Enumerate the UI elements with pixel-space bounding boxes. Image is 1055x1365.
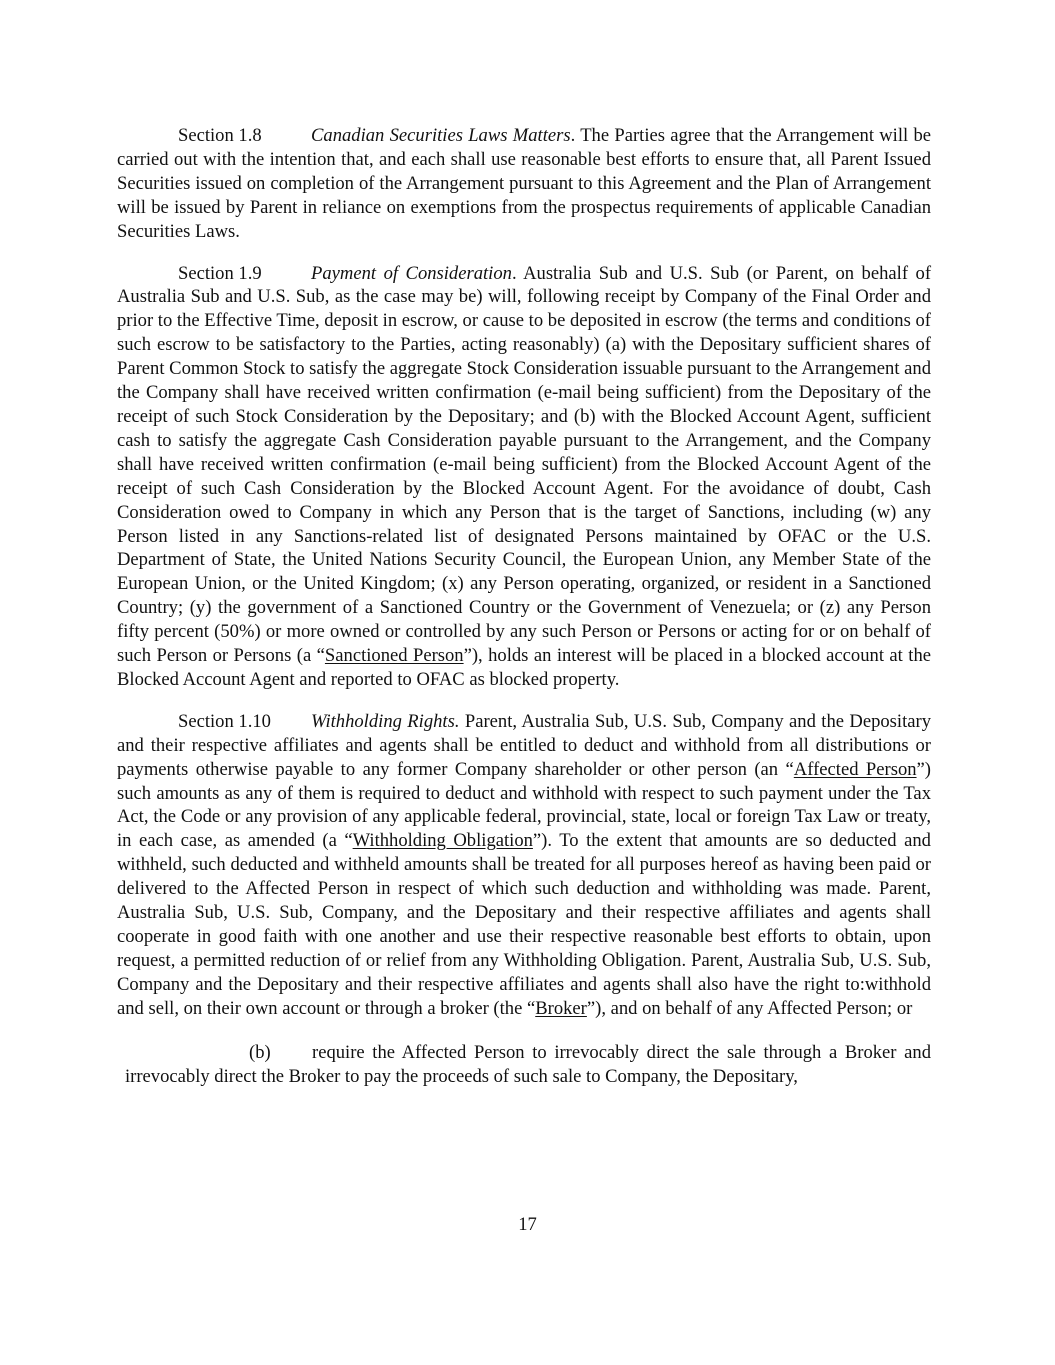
section-body: The Parties agree that the Arrangement will be carried out with the intention that, and each shall use reasonable best efforts to ensure that, all Parent Issued Securities issued on completion of the Arrangement pursuant to this Agreement and the Plan of Arrangement will be issued by Parent in reliance on exemptions from the prospectus requirements of applicable Canadian Securities Laws. (117, 125, 932, 242)
section-number: Section 1.10 (178, 710, 271, 732)
section-body-continued: ”) such amounts as any of them is required to deduct and withhold with respect to such payment under the Tax Act, the Code or any provision of any applicable federal, provincial, state, local or foreign Tax Law or treaty, in each case, as amended (a “ (117, 758, 931, 852)
subclause-b (125, 1041, 931, 1089)
section-body-continued: ”), holds an interest will be placed in a blocked account at the Blocked Account Agent and reported to OFAC as blocked property. (117, 645, 931, 690)
section-title: Payment of Consideration (311, 262, 512, 284)
section-title-punct: . (570, 125, 576, 146)
section-number: Section 1.9 (178, 262, 262, 284)
subclause-label: (b) (249, 1041, 271, 1063)
page-number: 17 (518, 1214, 537, 1235)
section-body-continued: ”). To the extent that amounts are so deducted and withheld, such deducted and withheld amounts shall be treated for all purposes hereof as having been paid or delivered to the Affected Person in respect of which such deduction and withholding was made. Parent, Australia Sub, U.S. Sub, Company, and the Depositary and their respective affiliates and agents shall cooperate in good faith with one another and use their respective reasonable best efforts to obtain, upon request, a permitted reduction of or relief from any Withholding Obligation. Parent, Australia Sub, U.S. Sub, Company and the Depositary and their respective affiliates and agents shall also have the right to:withhold and sell, on their own account or through a broker (the “ (117, 830, 931, 1019)
section-1-10 (117, 710, 931, 1021)
defined-term-affected-person: Affected Person (793, 758, 917, 780)
defined-term-sanctioned-person: Sanctioned Person (324, 645, 464, 667)
section-body-continued: ”), and on behalf of any Affected Person; or (586, 997, 913, 1019)
defined-term-broker: Broker (535, 997, 587, 1019)
subclause-text: require the Affected Person to irrevocably direct the sale through a Broker and irrevocably direct the Broker to pay the proceeds of such sale to Company, the Depositary, (125, 1041, 931, 1087)
section-title: Canadian Securities Laws Matters (311, 125, 571, 146)
defined-term-withholding-obligation: Withholding Obligation (352, 830, 533, 852)
section-1-9 (117, 262, 931, 692)
section-1-8 (117, 124, 931, 244)
section-title-punct: . (511, 262, 517, 284)
section-title: Withholding Rights. (311, 710, 460, 732)
document-page (117, 124, 931, 1088)
section-body: Australia Sub and U.S. Sub (or Parent, on behalf of Australia Sub and U.S. Sub, as the case may be) will, following receipt by Company of the Final Order and prior to the Effective Time, deposit in escrow, or cause to be deposited in escrow (the terms and conditions of such escrow to be satisfactory to the Parties, acting reasonably) (a) with the Depositary sufficient shares of Parent Common Stock to satisfy the aggregate Stock Consideration issuable pursuant to the Arrangement and the Company shall have received written confirmation (e-mail being sufficient) from the Depositary of the receipt of such Stock Consideration by the Depositary; and (b) with the Blocked Account Agent, sufficient cash to satisfy the aggregate Cash Consideration payable pursuant to the Arrangement, and the Company shall have received written confirmation (e-mail being sufficient) from the Blocked Account Agent of the receipt of such Cash Consideration by the Blocked Account Agent. For the avoidance of doubt, Cash Consideration owed to Company in which any Person that is the target of Sanctions, including (w) any Person listed in any Sanctions-related list of designated Persons maintained by OFAC or the U.S. Department of State, the United Nations Security Council, the European Union, any Member State of the European Union, or the United Kingdom; (x) any Person operating, organized, or resident in a Sanctioned Country; (y) the government of a Sanctioned Country or the Government of Venezuela; or (z) any Person fifty percent (50%) or more owned or controlled by any such Person or Persons or acting for or on behalf of such Person or Persons (a “ (117, 262, 932, 667)
section-body: Parent, Australia Sub, U.S. Sub, Company and the Depositary and their respective affiliates and agents shall be entitled to deduct and withhold from all distributions or payments otherwise payable to any former Company shareholder or other person (an “ (117, 710, 931, 780)
section-number: Section 1.8 (178, 125, 262, 146)
